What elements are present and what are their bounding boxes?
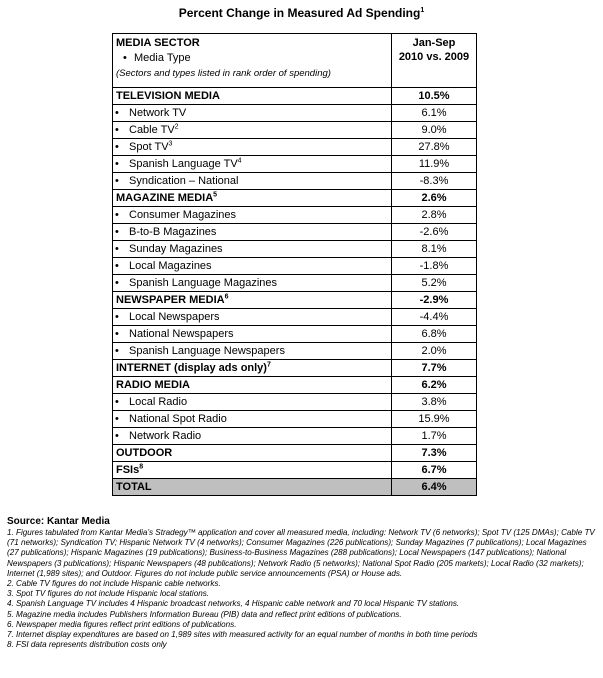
header-media-sector: MEDIA SECTOR [116,37,200,49]
media-type-row [113,394,477,411]
row-value: 5.2% [392,275,477,292]
row-label-cell [113,275,392,292]
bullet-icon: • [115,140,119,153]
row-value: 8.1% [392,241,477,258]
row-value: 11.9% [392,156,477,173]
header-media-type-label: Media Type [134,52,191,64]
row-label: Network Radio [129,429,202,442]
media-type-row [113,224,477,241]
row-label-cell [113,88,392,105]
sector-row [113,445,477,462]
row-label-cell [113,105,392,122]
row-label-cell [113,326,392,343]
row-label-cell [113,309,392,326]
bullet-icon: • [115,123,119,136]
row-label-cell [113,156,392,173]
footnote-list [7,528,599,650]
row-label: Cable TV [129,123,175,136]
row-label-cell [113,394,392,411]
row-value: 2.0% [392,343,477,360]
row-label-cell [113,292,392,309]
row-value: 9.0% [392,122,477,139]
row-label-cell [113,411,392,428]
footnote-marker: 4 [237,156,242,164]
row-value: 6.4% [392,479,477,496]
row-value: 2.6% [392,190,477,207]
row-label: TOTAL [116,480,152,493]
row-label: INTERNET (display ads only) [116,361,267,374]
row-label: B-to-B Magazines [129,225,217,238]
row-label: Consumer Magazines [129,208,236,221]
bullet-icon: • [115,242,119,255]
sector-row [113,190,477,207]
row-label: Local Newspapers [129,310,220,323]
sector-row [113,88,477,105]
bullet-icon: • [115,344,119,357]
row-label: TELEVISION MEDIA [116,89,220,102]
footnote: 6. Newspaper media figures reflect print editions of publications. [7,619,237,629]
row-value: 7.7% [392,360,477,377]
sector-row [113,360,477,377]
footnote: 5. Magazine media includes Publishers Information Bureau (PIB) data and reflect print editions of publications. [7,609,402,619]
row-value: 6.8% [392,326,477,343]
row-label: Spot TV [129,140,169,153]
row-label: FSIs [116,463,140,476]
footnote-marker: 5 [213,190,218,198]
media-type-row [113,411,477,428]
row-label-cell [113,479,392,496]
footnote-marker: 7 [266,360,271,368]
row-value: 10.5% [392,88,477,105]
footnotes-block [7,516,599,650]
media-type-row [113,309,477,326]
row-label-cell [113,462,392,479]
row-value: 3.8% [392,394,477,411]
row-value: -4.4% [392,309,477,326]
source-line: Source: Kantar Media [7,516,110,527]
media-type-row [113,258,477,275]
table-body [113,34,477,496]
footnote: 3. Spot TV figures do not include Hispanic local stations. [7,589,210,599]
row-value: -1.8% [392,258,477,275]
header-note: (Sectors and types listed in rank order of spending) [116,68,331,79]
header-media-type [116,51,388,66]
media-type-row [113,105,477,122]
row-label: OUTDOOR [116,446,173,459]
footnote-marker: 8 [139,462,144,470]
row-label: Network TV [129,106,187,119]
row-label-cell [113,428,392,445]
footnote: 8. FSI data represents distribution costs only [7,640,167,650]
row-value: 7.3% [392,445,477,462]
footnote-marker: 6 [224,292,229,300]
row-label-cell [113,139,392,156]
row-label: National Spot Radio [129,412,227,425]
row-label-cell [113,258,392,275]
bullet-icon: • [115,327,119,340]
bullet-icon: • [115,106,119,119]
row-label-cell [113,445,392,462]
row-label: Sunday Magazines [129,242,223,255]
media-type-row [113,275,477,292]
row-value: 2.8% [392,207,477,224]
row-label-cell [113,241,392,258]
bullet-icon: • [115,225,119,238]
row-label-cell [113,122,392,139]
row-value: 6.1% [392,105,477,122]
media-type-row [113,139,477,156]
row-value: 27.8% [392,139,477,156]
media-type-row [113,122,477,139]
footnote: 1. Figures tabulated from Kantar Media’s Stradegy™ application and cover all measured media, including: Network TV (6 networks); Spot TV (125 DMAs); Cable TV (71 networks); Syndication TV; Hispanic Network TV (4 networks); Consumer Magazines (226 publications); Sunday Magazines (7 publications); Local Magazines (27 publications); Hispanic Magazines (19 publications); Business-to-Business Magazines (288 publications); Local Newspapers (147 publications); National Newspapers (3 publications); Hispanic Newspapers (48 publications); Network Radio (5 networks); National Spot Radio (205 markets); Local Radio (32 markets); Internet (1,989 sites); and Outdoor. Figures do not include public service announcements (PSA) or House ads. [7,528,595,578]
bullet-icon: • [115,429,119,442]
page-title [0,6,603,20]
bullet-icon: • [115,157,119,170]
sector-row [113,462,477,479]
row-label-cell [113,377,392,394]
row-value: 6.7% [392,462,477,479]
row-value: 6.2% [392,377,477,394]
bullet-icon: • [115,208,119,221]
row-label: Local Radio [129,395,188,408]
table-header-row [113,34,477,88]
row-label: Spanish Language TV [129,157,238,170]
row-label-cell [113,207,392,224]
footnote: 7. Internet display expenditures are based on 1,989 sites with measured activity for an equal number of months in both time periods [7,630,478,640]
row-label-cell [113,343,392,360]
media-type-row [113,173,477,190]
title-text: Percent Change in Measured Ad Spending [178,6,421,20]
media-type-row [113,241,477,258]
row-label: Syndication – National [129,174,239,187]
bullet-icon: • [123,52,127,64]
row-value: -2.9% [392,292,477,309]
media-type-row [113,326,477,343]
header-period: Jan-Sep [412,37,456,49]
row-value: 1.7% [392,428,477,445]
footnote: 2. Cable TV figures do not include Hispanic cable networks. [7,579,221,589]
header-sector-cell [113,34,392,88]
bullet-icon: • [115,310,119,323]
media-type-row [113,156,477,173]
sector-row [113,292,477,309]
footnote-marker: 3 [168,139,173,147]
header-period-cell [392,34,477,88]
row-value: 15.9% [392,411,477,428]
bullet-icon: • [115,276,119,289]
row-label: Spanish Language Newspapers [129,344,285,357]
title-footnote-marker: 1 [420,7,425,14]
header-comparison: 2010 vs. 2009 [398,51,470,63]
media-type-row [113,207,477,224]
row-label-cell [113,173,392,190]
total-row [113,479,477,496]
footnote: 4. Spanish Language TV includes 4 Hispanic broadcast networks, 4 Hispanic cable network and 70 local Hispanic TV stations. [7,599,460,609]
row-label-cell [113,190,392,207]
row-label: Local Magazines [129,259,212,272]
row-label: MAGAZINE MEDIA [116,191,214,204]
row-label: RADIO MEDIA [116,378,190,391]
row-label-cell [113,224,392,241]
row-value: -2.6% [392,224,477,241]
media-type-row [113,343,477,360]
media-type-row [113,428,477,445]
row-value: -8.3% [392,173,477,190]
bullet-icon: • [115,412,119,425]
bullet-icon: • [115,395,119,408]
footnote-marker: 2 [174,122,179,130]
row-label: Spanish Language Magazines [129,276,278,289]
row-label: NEWSPAPER MEDIA [116,293,225,306]
bullet-icon: • [115,174,119,187]
bullet-icon: • [115,259,119,272]
row-label-cell [113,360,392,377]
sector-row [113,377,477,394]
row-label: National Newspapers [129,327,234,340]
ad-spending-table [112,33,477,496]
